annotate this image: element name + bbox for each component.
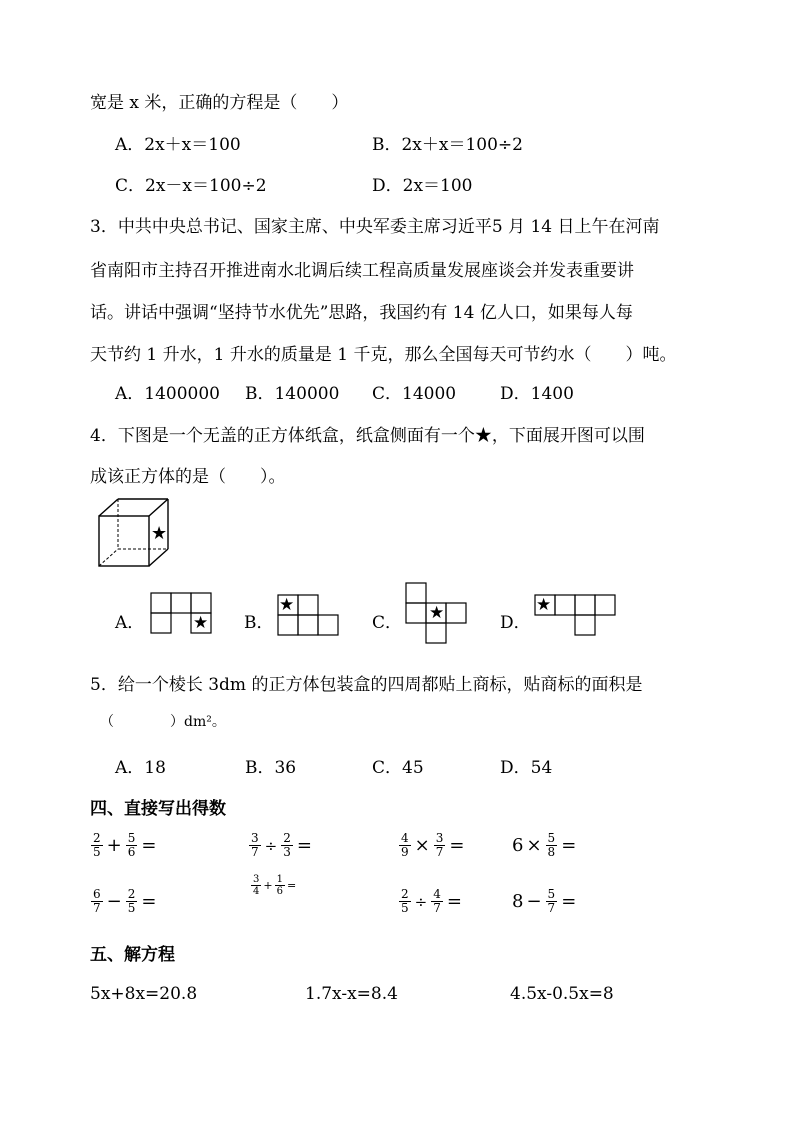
q3-option-a: A．1400000: [115, 384, 220, 404]
calc-item-7: $\frac{2}{5}$ ÷ $\frac{4}{7}$ =: [401, 887, 462, 915]
fraction: $\frac{3}{4}$: [253, 874, 260, 897]
q3-line-3: 话。讲话中强调“坚持节水优先”思路，我国约有 14 亿人口，如果每人每: [90, 303, 633, 323]
q4-line-2: 成该正方体的是（ ）。: [90, 467, 286, 487]
equation-3: 4.5x-0.5x=8: [510, 984, 614, 1004]
section-5-title: 五、解方程: [90, 945, 175, 965]
calc-item-6: $\frac{3}{4}$ + $\frac{1}{6}$ =: [253, 874, 297, 897]
q5-line-1: 5．给一个棱长 3dm 的正方体包装盒的四周都贴上商标，贴商标的面积是: [90, 675, 643, 695]
equation-2: 1.7x-x=8.4: [305, 984, 398, 1004]
q4-option-d-label: D．: [500, 613, 531, 633]
fraction: $\frac{5}{7}$: [547, 887, 556, 915]
fraction: $\frac{6}{7}$: [93, 887, 101, 915]
q3-option-c: C．14000: [372, 384, 457, 404]
fraction: $\frac{5}{6}$: [127, 831, 136, 859]
fraction: $\frac{2}{5}$: [93, 831, 101, 859]
cube-star-icon: ★: [151, 523, 168, 544]
net-d-star-icon: ★: [536, 595, 552, 615]
q2-option-b: B．2x＋x＝100÷2: [372, 135, 523, 155]
calc-item-1: $\frac{2}{5}$ + $\frac{5}{6}$ =: [93, 831, 157, 859]
q5-option-b: B．36: [245, 758, 297, 778]
q5-line-2: （ ）dm²。: [100, 714, 226, 730]
q4-option-b-label: B．: [244, 613, 274, 633]
calc-item-8: 8 − $\frac{5}{7}$ =: [512, 887, 577, 915]
q3-line-2: 省南阳市主持召开推进南水北调后续工程高质量发展座谈会并发表重要讲: [90, 261, 634, 281]
calc-item-3: $\frac{4}{9}$ × $\frac{3}{7}$ =: [401, 831, 465, 859]
q4-option-a-label: A．: [115, 613, 145, 633]
fraction: $\frac{2}{3}$: [283, 831, 291, 859]
net-b-star-icon: ★: [279, 595, 295, 615]
q4-line-1: 4．下图是一个无盖的正方体纸盒，纸盒侧面有一个★，下面展开图可以围: [90, 426, 645, 446]
fraction: $\frac{4}{7}$: [433, 887, 441, 915]
calc-item-4: 6 × $\frac{5}{8}$ =: [512, 831, 577, 859]
fraction: $\frac{5}{8}$: [547, 831, 556, 859]
calc-item-5: $\frac{6}{7}$ − $\frac{2}{5}$ =: [93, 887, 157, 915]
q3-option-d: D．1400: [500, 384, 574, 404]
fraction: $\frac{1}{6}$: [276, 874, 283, 897]
fraction: $\frac{3}{7}$: [435, 831, 444, 859]
q5-option-d: D．54: [500, 758, 553, 778]
fraction: $\frac{2}{5}$: [401, 887, 409, 915]
q2-text: 宽是 x 米，正确的方程是（ ）: [90, 93, 349, 113]
q5-option-a: A．18: [115, 758, 166, 778]
q2-option-c: C．2x－x＝100÷2: [115, 176, 267, 196]
fraction: $\frac{3}{7}$: [251, 831, 259, 859]
calc-item-2: $\frac{3}{7}$ ÷ $\frac{2}{3}$ =: [251, 831, 312, 859]
q3-line-1: 3．中共中央总书记、国家主席、中央军委主席习近平5 月 14 日上午在河南: [90, 217, 660, 237]
q2-option-a: A．2x＋x＝100: [115, 135, 241, 155]
equation-1: 5x+8x=20.8: [90, 984, 198, 1004]
q3-option-b: B．140000: [245, 384, 340, 404]
q2-option-d: D．2x＝100: [372, 176, 473, 196]
q5-option-c: C．45: [372, 758, 424, 778]
net-c-star-icon: ★: [429, 603, 445, 623]
section-4-title: 四、直接写出得数: [90, 799, 226, 819]
net-a-star-icon: ★: [193, 613, 209, 633]
fraction: $\frac{2}{5}$: [127, 887, 136, 915]
q4-option-c-label: C．: [372, 613, 403, 633]
q3-line-4: 天节约 1 升水，1 升水的质量是 1 千克，那么全国每天可节约水（ ）吨。: [90, 345, 677, 365]
fraction: $\frac{4}{9}$: [401, 831, 409, 859]
